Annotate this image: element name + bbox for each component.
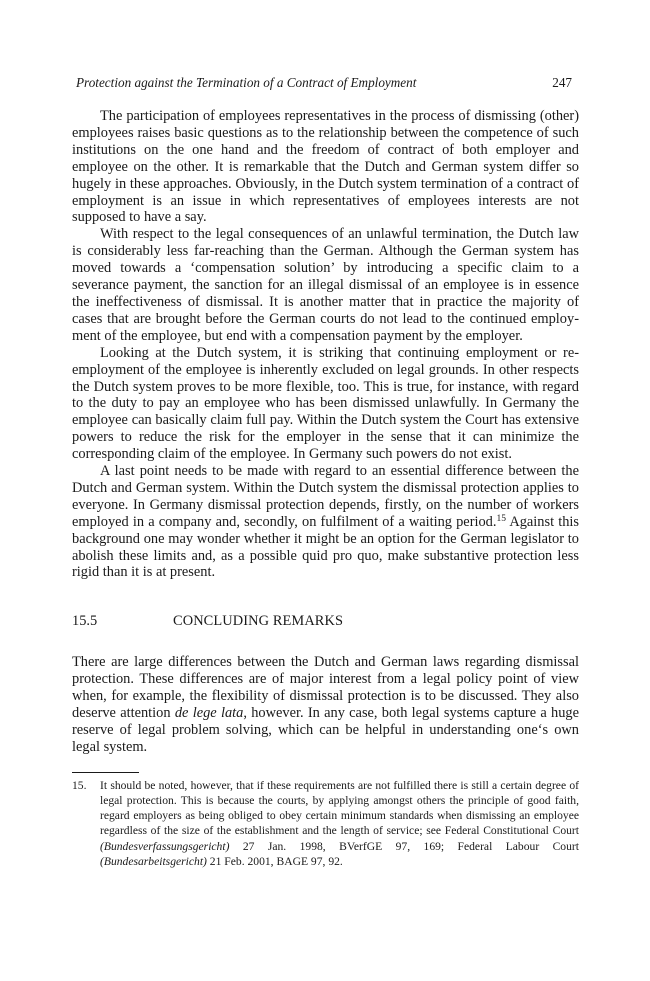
footnote-text-part: It should be noted, however, that if these requirements are not fulfilled there is still a certain degree of legal protection. This is because the courts, by applying amongst others the principle of good faith, regard employers as being obliged to obey certain minimum standards when dismissing an employee regardless of the size of the establishment and the length of service; see Federal Constitutional Court bbox=[100, 778, 579, 838]
paragraph-last-point bbox=[72, 463, 579, 581]
paragraph-text: There are large differences between the Dutch and German laws regarding dismissal protection. These differences are of major interest from a legal policy point of view when, for example, the flexibility of dismissal protection is to be discussed. They also deserve attention bbox=[72, 654, 579, 722]
page-number: 247 bbox=[552, 75, 572, 90]
footnote-number: 15. bbox=[72, 778, 87, 792]
running-head: Protection against the Termination of a Contract of Employment bbox=[76, 75, 417, 90]
footnote bbox=[72, 778, 579, 869]
footnote-text-part: 21 Feb. 2001, BAGE 97, 92. bbox=[206, 854, 343, 868]
latin-phrase: de lege lata bbox=[174, 705, 244, 722]
footnote-reference[interactable]: 15 bbox=[496, 513, 506, 524]
footnote-divider bbox=[72, 772, 139, 773]
footnote-text-part: 27 Jan. 1998, BVerfGE 97, 169; Federal Labour Court bbox=[229, 839, 579, 853]
paragraph-employee-representatives: The participation of employees representatives in the process of dismissing (other) employees raises basic questions as to the relationship between the competence of such institutions on the one hand and the freedom of contract of both employer and employee on the other. It is remarkable that the Dutch and German system differ so hugely in these approaches. Obviously, in the Dutch system termination of a contract of employment is an issue in which representatives of employees interests are not supposed to have a say. bbox=[72, 108, 579, 226]
footnote-text bbox=[100, 778, 579, 869]
paragraph-text: , however. In any case, both legal systems capture a huge reserve of legal problem solving, which can be helpful in understanding one‘s own legal system. bbox=[72, 705, 579, 755]
section-title: CONCLUDING REMARKS bbox=[173, 613, 344, 630]
paragraph-concluding-remarks bbox=[72, 654, 579, 755]
court-name-italic: (Bundesarbeitsgericht) bbox=[100, 854, 207, 868]
section-heading bbox=[72, 613, 579, 630]
paragraph-legal-consequences: With respect to the legal consequences of an unlawful termination, the Dutch law is considerably less far-reaching than the German. Although the German system has moved towards a ‘compensation solution’ by introducing a specific claim to a severance payment, the sanction for an illegal dismissal of an employee is in essence the ineffectiveness of dismissal. It is another matter that in practice the majority of cases that are brought before the German courts do not lead to the continued employment of the employee, but end with a compensation payment by the employer. bbox=[72, 226, 579, 344]
paragraph-text: Against this background one may wonder whether it might be an option for the German legislator to abolish these limits and, as a possible quid pro quo, make substantive protection less rigid than it is at present. bbox=[72, 513, 579, 581]
page-body bbox=[72, 108, 579, 869]
section-number: 15.5 bbox=[72, 613, 98, 630]
page-header bbox=[76, 74, 576, 91]
court-name-italic: (Bundesverfassungsgericht) bbox=[100, 839, 230, 853]
paragraph-dutch-system: Looking at the Dutch system, it is striking that continuing employment or re-employment of the employee is inherently excluded on legal grounds. In other respects the Dutch system proves to be more flexible, too. This is true, for instance, with regard to the duty to pay an employee who has been dismissed unlawfully. In Germany the employee can basically claim full pay. Within the Dutch system the Court has extensive powers to reduce the risk for the employer in the sense that it can minimize the corresponding claim of the employee. In Germany such powers do not exist. bbox=[72, 344, 579, 463]
paragraph-text: A last point needs to be made with regard to an essential difference between the Dutch and German system. Within the Dutch system the dismissal protection applies to everyone. In Germany dismissal protection depends, firstly, on the number of workers employed in a company and, secondly, on fulfilment of a waiting period. bbox=[72, 463, 579, 530]
